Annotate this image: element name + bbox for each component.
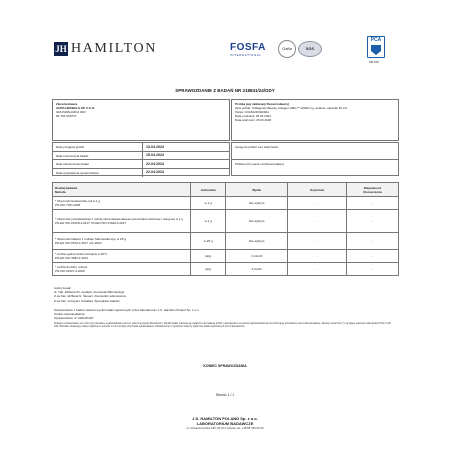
sample-expiry-date: Data ważności: 25.03.2026 bbox=[235, 118, 272, 123]
result-method: * Obecność Escherichia coli w 1 g PN-ISO 7251:2006 bbox=[53, 197, 191, 210]
results-header-row bbox=[53, 183, 399, 197]
fosfa-logo-text: FOSFA bbox=[230, 42, 266, 53]
result-method: * Obecność bakterii z rodzaju Salmonella spp. w 25 g PN-EN ISO 6579-1:2017 i A1:2020 bbox=[53, 233, 191, 250]
date-label: Data rozpoczęcia badań bbox=[53, 152, 143, 160]
report-header bbox=[40, 12, 410, 64]
fine-print: Niniejsze sprawozdanie nie może być powielane w jakimkolwiek celu bez pisemnej zgody laboratorium. Wyniki badań odnoszą się wyłącznie do badanej próbki. Laboratorium nie ponosi odpowiedzialności za informacje przekazane przez Zleceniodawcę. Metody oznaczone (*) są objęte zakresem akredytacji PCA nr AB 079. Wszelkie reklamacje należy zgłaszać w terminie 14 dni od daty otrzymania sprawozdania. Oświadczenie o zgodności dotyczy wyłącznie badań wykonanych przez laboratorium. bbox=[54, 322, 391, 329]
date-label: Data wystawienia sprawozdania bbox=[53, 169, 143, 178]
result-criterion: - bbox=[288, 210, 347, 233]
date-value: 22.04.2024 bbox=[146, 161, 164, 166]
date-value: 22.04.2024 bbox=[146, 170, 164, 175]
hamilton-logo-text: HAMILTON bbox=[71, 41, 157, 56]
date-row bbox=[53, 152, 229, 161]
signature-line: Osoba odpowiedzialna: bbox=[54, 312, 86, 317]
page-number: Strona: 1 / 1 bbox=[215, 393, 235, 397]
signature-line: Sprawozdanie z badań zawiera wyniki badań wykonanych przez laboratorium J.S. Hamilton Poland Sp. z o.o. bbox=[54, 308, 200, 312]
client-street: GRUNWALDZKA 49/3 bbox=[56, 109, 86, 114]
column-header-result: Wynik bbox=[226, 183, 288, 197]
dates-table bbox=[52, 142, 230, 176]
pca-accreditation-logo bbox=[367, 36, 385, 58]
result-method: * Liczba ogólna drobnoustrojów w 30°C PN-EN ISO 4833-1:2013 bbox=[53, 250, 191, 263]
results-row bbox=[53, 210, 399, 233]
date-label: Data przyjęcia próbki bbox=[53, 143, 143, 151]
date-value: 15.04.2024 bbox=[146, 153, 164, 158]
result-criterion: - bbox=[288, 233, 347, 250]
report-title: SPRAWOZDANIE Z BADAŃ NR 218841/24/GDY bbox=[175, 88, 275, 93]
date-label: Data zakończenia badań bbox=[53, 160, 143, 168]
result-unit: w 1 g bbox=[191, 197, 226, 210]
result-value: Nie wykryto bbox=[226, 210, 288, 233]
end-of-report: KONIEC SPRAWOZDANIA bbox=[203, 364, 247, 368]
date-value: 13.04.2024 bbox=[146, 144, 164, 149]
footer bbox=[40, 416, 410, 430]
result-method: * Obecność przedstawicieli z rodziny Enterobacteriaceae (oznaczanie ilościowe i wstępne) w 1 g PN-EN ISO 21528-1:2017, PN-EN ISO 21528-2:2017 bbox=[53, 210, 191, 233]
sample-batch: Partia: COLBA/20032024 bbox=[235, 109, 269, 114]
column-header-uncertainty: Niepewność Rozszerzona bbox=[347, 183, 399, 197]
footer-company: J.S. HAMILTON POLAND Sp. z o.o. bbox=[192, 416, 258, 421]
result-uncertainty: - bbox=[347, 263, 399, 276]
sample-origin: Próbka otrzymana od Zleceniodawcy bbox=[235, 162, 285, 166]
authorization-block bbox=[54, 286, 394, 303]
result-criterion: - bbox=[288, 197, 347, 210]
client-box bbox=[52, 99, 230, 141]
sample-conditions-box bbox=[231, 142, 399, 176]
sample-description: Opis próbki: Collagenity Beauty, kolagen HMG™ 10000 mg, ananas, saszetki 30 szt. bbox=[235, 105, 348, 110]
client-city: 81-754 SOPOT bbox=[56, 114, 77, 119]
date-row bbox=[53, 143, 229, 152]
fosfa-logo-subtext: INTERNATIONAL bbox=[230, 53, 262, 57]
date-row bbox=[53, 160, 229, 169]
pca-code: AB 079 bbox=[369, 60, 379, 64]
authorization-line: Z-ca Kier. Elżbieta N. Ślusarz, Kierownik Laboratorium bbox=[54, 294, 127, 299]
signature-line: Sprawozdanie nr 1/2024/GDY bbox=[54, 316, 94, 321]
sample-production-date: Data produkcji: 25.03.2024 bbox=[235, 114, 271, 119]
results-table bbox=[52, 182, 399, 276]
sample-notes: Uwagi do próbki: bez zastrzeżeń bbox=[232, 143, 398, 160]
result-unit: jtk/g bbox=[191, 263, 226, 276]
footer-lab: LABORATORIUM BADAWCZE bbox=[196, 421, 254, 426]
result-value: 5,0x10¹ bbox=[226, 263, 288, 276]
client-label: Zleceniodawca bbox=[56, 101, 78, 106]
results-row bbox=[53, 263, 399, 276]
authorization-line: Z-ca Kier. Grzegorz Kowalski, Specjalista Jakości bbox=[54, 298, 120, 303]
result-uncertainty: - bbox=[347, 197, 399, 210]
result-uncertainty: - bbox=[347, 210, 399, 233]
date-row bbox=[53, 169, 229, 178]
sample-label: Próbka (wg deklaracji Zleceniodawcy) bbox=[235, 101, 290, 106]
signature-block bbox=[54, 308, 394, 321]
column-header-criterion: Kryterium bbox=[288, 183, 347, 197]
result-method: * Liczba drożdży i pleśni PN-ISO 21527-2:2009 bbox=[53, 263, 191, 276]
results-row bbox=[53, 197, 399, 210]
authorization-line: Autoryzował: bbox=[54, 286, 72, 290]
results-row bbox=[53, 233, 399, 250]
pca-logo-text: PCA bbox=[370, 37, 382, 43]
pca-shield-icon bbox=[371, 45, 381, 55]
result-uncertainty: - bbox=[347, 250, 399, 263]
result-criterion: - bbox=[288, 263, 347, 276]
hamilton-logo-mark: JH bbox=[55, 44, 67, 54]
result-unit: jtk/g bbox=[191, 250, 226, 263]
result-value: Nie wykryto bbox=[226, 197, 288, 210]
column-header-unit: Jednostka bbox=[191, 183, 226, 197]
result-unit: w 25 g bbox=[191, 233, 226, 250]
column-header-method: Rodzaj badania Metoda bbox=[53, 183, 191, 197]
gafta-logo: Gafta bbox=[278, 40, 296, 58]
result-value: Nie wykryto bbox=[226, 233, 288, 250]
authorization-line: dr. hab. Elżbieta Sz. Analityk, Kierownik Mikrobiologii bbox=[54, 290, 125, 295]
results-row bbox=[53, 250, 399, 263]
result-value: <1,0x10¹ bbox=[226, 250, 288, 263]
result-uncertainty: - bbox=[347, 233, 399, 250]
fosfa-logo bbox=[230, 42, 266, 57]
sample-box bbox=[231, 99, 399, 141]
footer-address: ul. Chwaszczyńska 180, 81-571 Gdynia, tel. +48 58 769 66 00 bbox=[186, 426, 264, 430]
result-unit: w 1 g bbox=[191, 210, 226, 233]
sgs-logo: SGS bbox=[298, 41, 322, 57]
result-criterion: - bbox=[288, 250, 347, 263]
client-name: AURA HERBALS SP. Z O.O. bbox=[56, 105, 96, 110]
report-page bbox=[40, 12, 410, 442]
